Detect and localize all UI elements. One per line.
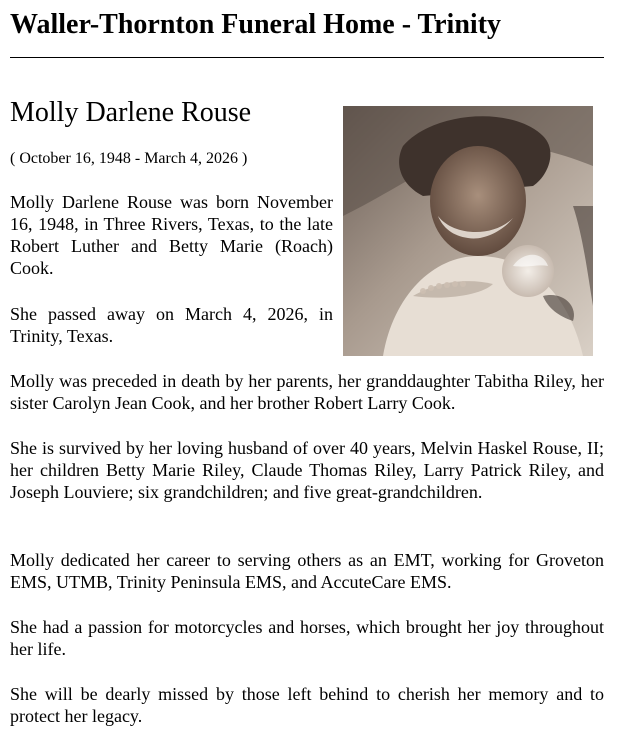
birth-date: October 16, 1948 xyxy=(19,150,131,167)
dates-close-paren: ) xyxy=(237,150,248,167)
site-title: Waller-Thornton Funeral Home - Trinity xyxy=(10,9,502,40)
bio-paragraph-passing: She passed away on March 4, 2026, in Trinity, Texas. xyxy=(10,304,333,346)
bio-paragraph-career: Molly dedicated her career to serving others as an EMT, working for Groveton EMS, UTMB, Trinity Peninsula EMS, and AccuteCare EMS. xyxy=(10,550,604,592)
bio-paragraph-preceded: Molly was preceded in death by her parents, her granddaughter Tabitha Riley, her sister Carolyn Jean Cook, and her brother Robert Larry Cook. xyxy=(10,371,604,413)
dates-separator: - xyxy=(130,150,145,167)
bio-paragraph-survived: She is survived by her loving husband of over 40 years, Melvin Haskel Rouse, II; her children Betty Marie Riley, Claude Thomas Riley, Larry Patrick Riley, and Joseph Louviere; six grandchildren; and five great-grandchildren. xyxy=(10,438,604,502)
obituary-dates xyxy=(10,150,247,168)
dates-open-paren: ( xyxy=(10,150,20,167)
obituary-name: Molly Darlene Rouse xyxy=(10,97,252,128)
death-date: March 4, 2026 xyxy=(144,150,238,167)
bio-paragraph-closing: She will be dearly missed by those left behind to cherish her memory and to protect her legacy. xyxy=(10,684,604,726)
portrait-image xyxy=(343,106,593,356)
obituary-photo xyxy=(343,106,593,356)
header-divider xyxy=(10,57,604,58)
bio-paragraph-birth: Molly Darlene Rouse was born November 16, 1948, in Three Rivers, Texas, to the late Robert Luther and Betty Marie (Roach) Cook. xyxy=(10,192,333,278)
bio-paragraph-passion: She had a passion for motorcycles and horses, which brought her joy throughout her life. xyxy=(10,617,604,659)
